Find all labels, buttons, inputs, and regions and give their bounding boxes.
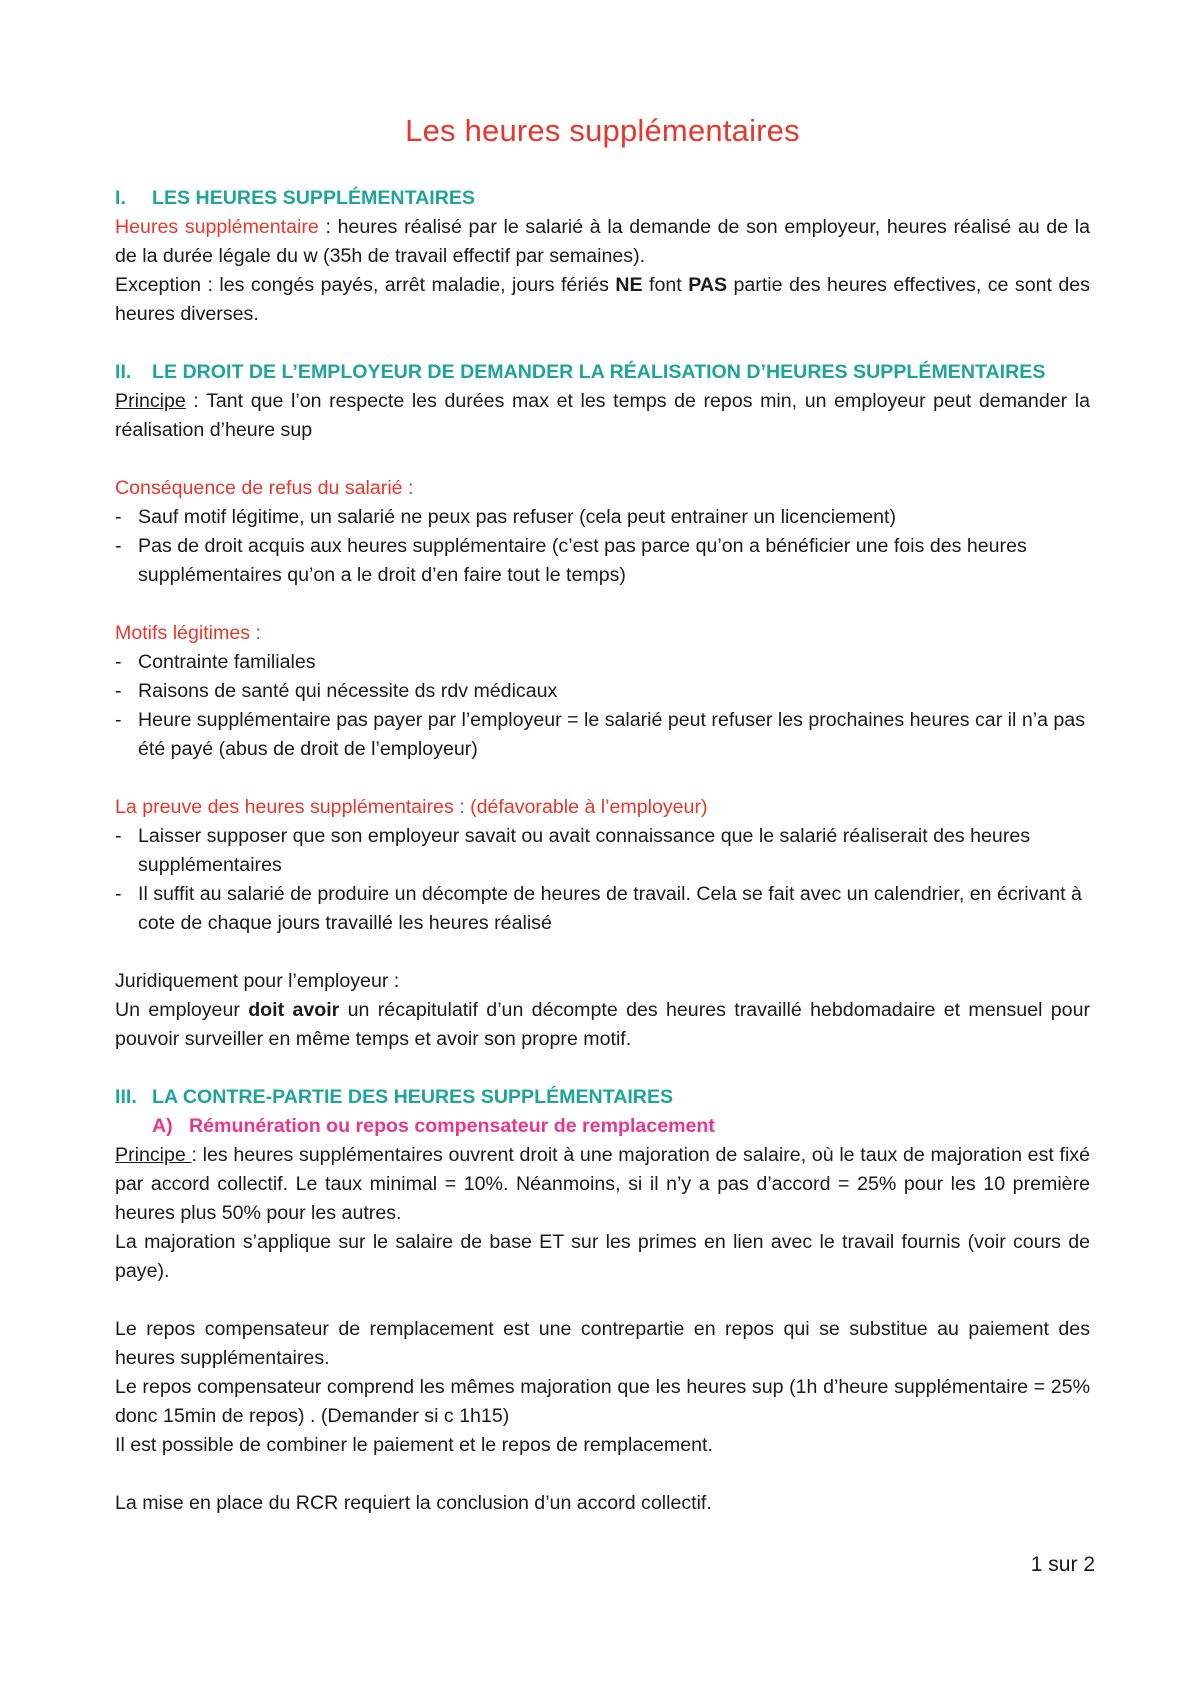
list-item: - Il suffit au salarié de produire un décompte de heures de travail. Cela se fait avec un calendrier, en écrivant à cote de chaque jours travaillé les heures réalisé (115, 880, 1090, 938)
subsection-heading-a: A) Rémunération ou repos compensateur de remplacement (152, 1115, 715, 1137)
preuve-list (115, 822, 1090, 938)
exception-paragraph: Exception : les congés payés, arrêt maladie, jours fériés NE font PAS partie des heures effectives, ce sont des heures diverses. (115, 274, 1090, 325)
repos-paragraph-1: Le repos compensateur de remplacement est une contrepartie en repos qui se substitue au paiement des heures supplémentaires. (115, 1318, 1090, 1369)
list-item: - Laisser supposer que son employeur savait ou avait connaissance que le salarié réaliserait des heures supplémentaires (115, 822, 1090, 880)
principe-paragraph-2: Principe : les heures supplémentaires ouvrent droit à une majoration de salaire, où le taux de majoration est fixé par accord collectif. Le taux minimal = 10%. Néanmoins, si il n’y a pas d’accord = 25% pour les 10 première heures plus 50% pour les autres. (115, 1144, 1091, 1224)
majoration-paragraph: La majoration s’applique sur le salaire de base ET sur les primes en lien avec le travail fournis (voir cours de paye). (115, 1231, 1090, 1282)
preuve-title: La preuve des heures supplémentaires : (défavorable à l’employeur) (115, 796, 708, 818)
rcr-paragraph: La mise en place du RCR requiert la conclusion d’un accord collectif. (115, 1492, 712, 1514)
juridique-title: Juridiquement pour l’employeur : (115, 970, 400, 992)
list-item: - Contrainte familiales (115, 648, 1090, 677)
principe-paragraph: Principe : Tant que l’on respecte les durées max et les temps de repos min, un employeur peut demander la réalisation d’heure sup (115, 390, 1090, 441)
term-label: Heures supplémentaire (115, 216, 319, 238)
repos-paragraph-3: Il est possible de combiner le paiement et le repos de remplacement. (115, 1434, 713, 1456)
motifs-list (115, 648, 1090, 764)
list-item: - Heure supplémentaire pas payer par l’employeur = le salarié peut refuser les prochaines heures car il n’a pas été payé (abus de droit de l’employeur) (115, 706, 1090, 764)
section-heading-2: II. LE DROIT DE L’EMPLOYEUR DE DEMANDER LA RÉALISATION D’HEURES SUPPLÉMENTAIRES (115, 361, 1046, 383)
list-item: - Pas de droit acquis aux heures supplémentaire (c’est pas parce qu’on a bénéficier une fois des heures supplémentaires qu’on a le droit d’en faire tout le temps) (115, 532, 1090, 590)
juridique-paragraph: Un employeur doit avoir un récapitulatif d’un décompte des heures travaillé hebdomadaire et mensuel pour pouvoir surveiller en même temps et avoir son propre motif. (115, 999, 1091, 1050)
consequence-title: Conséquence de refus du salarié : (115, 477, 414, 499)
consequence-list (115, 503, 1090, 590)
page-title: Les heures supplémentaires (405, 113, 800, 148)
repos-paragraph-2: Le repos compensateur comprend les mêmes majoration que les heures sup (1h d’heure supplémentaire = 25% donc 15min de repos) . (Demander si c 1h15) (115, 1376, 1090, 1427)
list-item: - Sauf motif légitime, un salarié ne peux pas refuser (cela peut entrainer un licenciement) (115, 503, 1090, 532)
document-body (115, 184, 1090, 1518)
motifs-title: Motifs légitimes : (115, 622, 261, 644)
definition-paragraph: Heures supplémentaire : heures réalisé par le salarié à la demande de son employeur, heures réalisé au de la de la durée légale du w (35h de travail effectif par semaines). (115, 216, 1090, 267)
page-number: 1 sur 2 (1030, 1553, 1095, 1576)
list-item: - Raisons de santé qui nécessite ds rdv médicaux (115, 677, 1090, 706)
section-heading-3: III. LA CONTRE-PARTIE DES HEURES SUPPLÉMENTAIRES (115, 1086, 674, 1108)
section-heading-1: I. LES HEURES SUPPLÉMENTAIRES (115, 187, 475, 209)
